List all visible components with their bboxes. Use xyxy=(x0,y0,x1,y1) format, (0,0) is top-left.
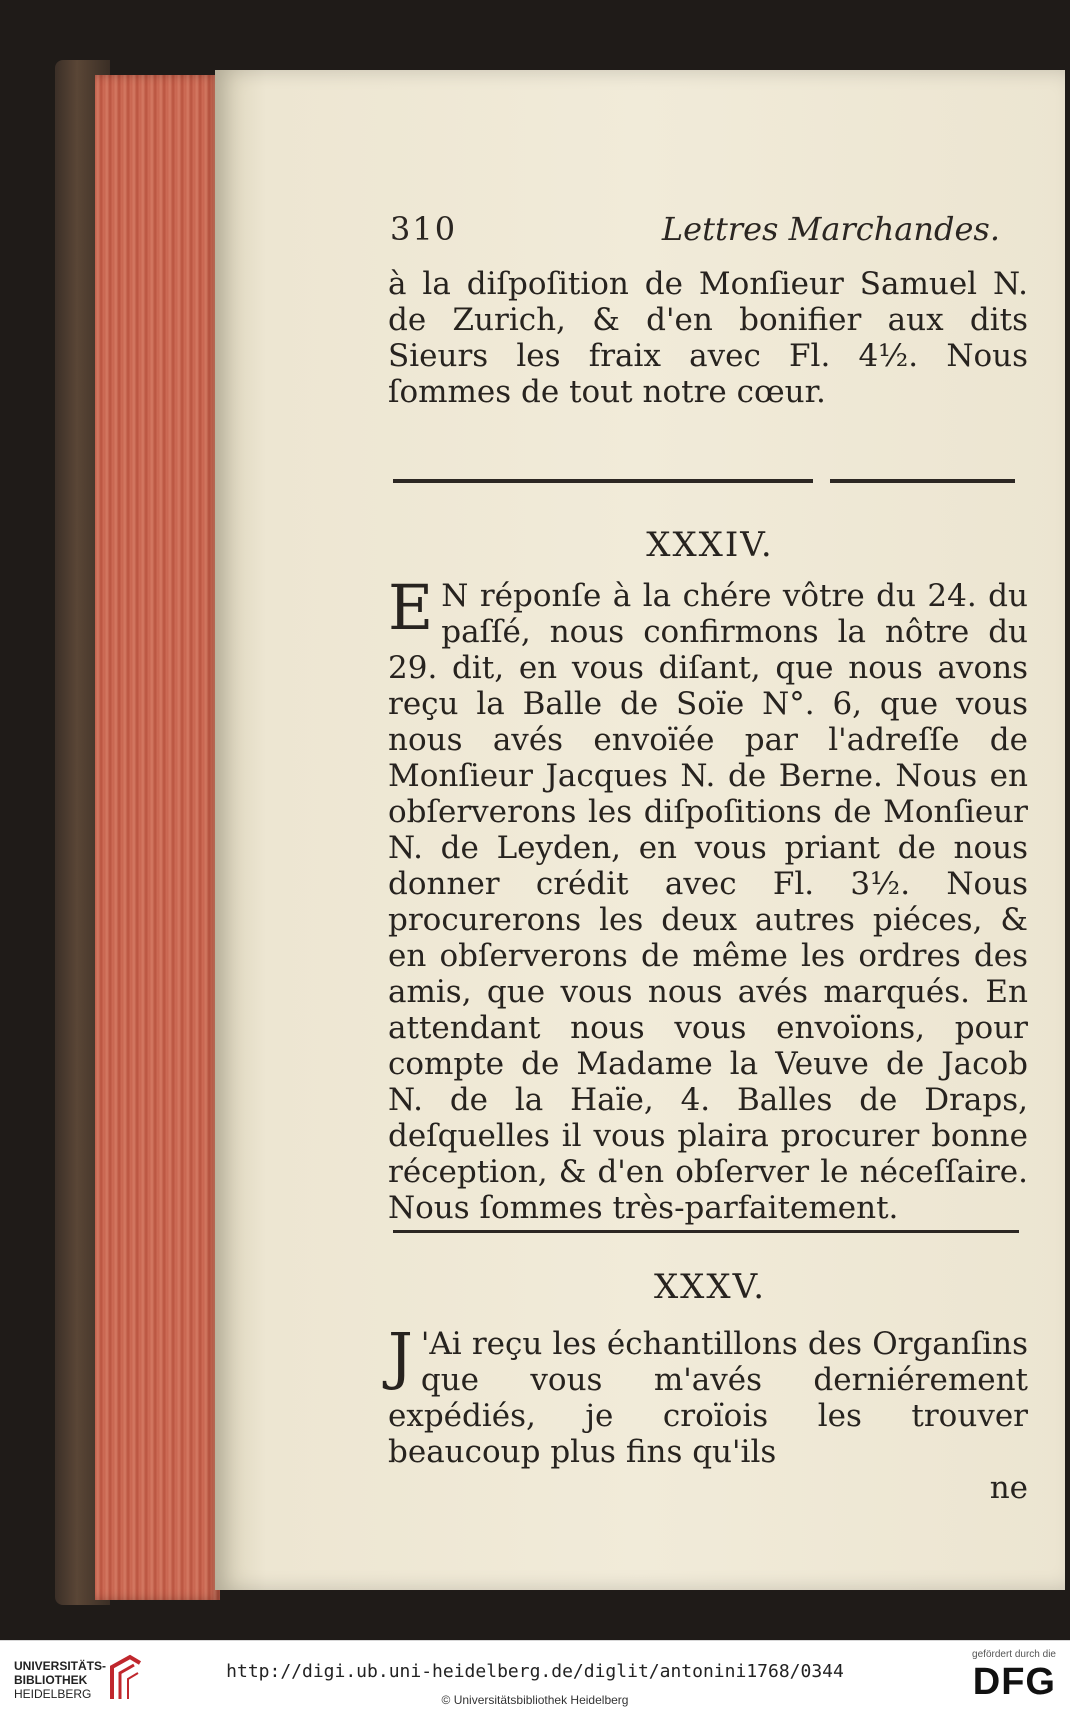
letter-heading-xxxv: XXXV. xyxy=(653,1267,767,1307)
section-rule xyxy=(393,1230,1019,1233)
letter-xxxiv-body xyxy=(388,571,1028,1226)
letter-xxxv-body xyxy=(388,1319,1028,1506)
dfg-logo: DFG xyxy=(972,1661,1056,1703)
funded-by-label: gefördert durch die xyxy=(972,1649,1056,1660)
copyright-notice: © Universitätsbibliothek Heidelberg xyxy=(441,1693,629,1707)
section-rule xyxy=(830,479,1015,483)
drop-capital: J xyxy=(388,1319,413,1392)
running-title: Lettres Marchandes. xyxy=(661,210,1000,248)
section-rule xyxy=(393,479,813,483)
page-number: 310 xyxy=(390,210,458,248)
viewer-footer xyxy=(0,1640,1070,1719)
letter-xxxv-text: 'Ai reçu les échantillons des Organſins que vous m'avés derniérement expédiés, je croïois les trouver beaucoup plus fins qu'ils xyxy=(388,1326,1028,1470)
letter-heading-xxxiv: XXXIV. xyxy=(646,525,774,565)
drop-capital: E xyxy=(388,571,434,644)
permalink-url[interactable]: http://digi.ub.uni-heidelberg.de/diglit/antonini1768/0344 xyxy=(226,1661,844,1682)
library-logo-text: UNIVERSITÄTS- BIBLIOTHEK HEIDELBERG xyxy=(14,1659,107,1701)
letter-xxxiv-text: N réponſe à la chére vôtre du 24. du paſſé, nous confirmons la nôtre du 29. dit, en vous diſant, que nous avons reçu la Balle de Soïe N°. 6, que vous nous avés envoïée par l'adreſſe de Monſieur Jacques N. de Berne. Nous en obſerverons les diſpoſitions de Monſieur N. de Leyden, en vous priant de nous donner crédit avec Fl. 3½. Nous procurerons les deux autres piéces, & en obſerverons de même les ordres des amis, que vous nous avés marqués. En attendant nous vous envoïons, pour compte de Madame la Veuve de Jacob N. de la Haïe, 4. Balles de Draps, deſquelles il vous plaira procurer bonne réception, & d'en obſerver le néceſſaire. Nous ſommes très-parfaitement. xyxy=(388,578,1028,1226)
running-header xyxy=(390,210,1030,248)
funder-block xyxy=(972,1649,1056,1704)
catchword: ne xyxy=(989,1470,1028,1506)
red-page-edges xyxy=(95,75,220,1600)
paragraph-continuation: à la diſpoſition de Monſieur Samuel N. de Zurich, & d'en bonifier aux dits Sieurs les fraix avec Fl. 4½. Nous ſommes de tout notre cœur. xyxy=(388,266,1028,410)
book-page xyxy=(215,70,1065,1590)
